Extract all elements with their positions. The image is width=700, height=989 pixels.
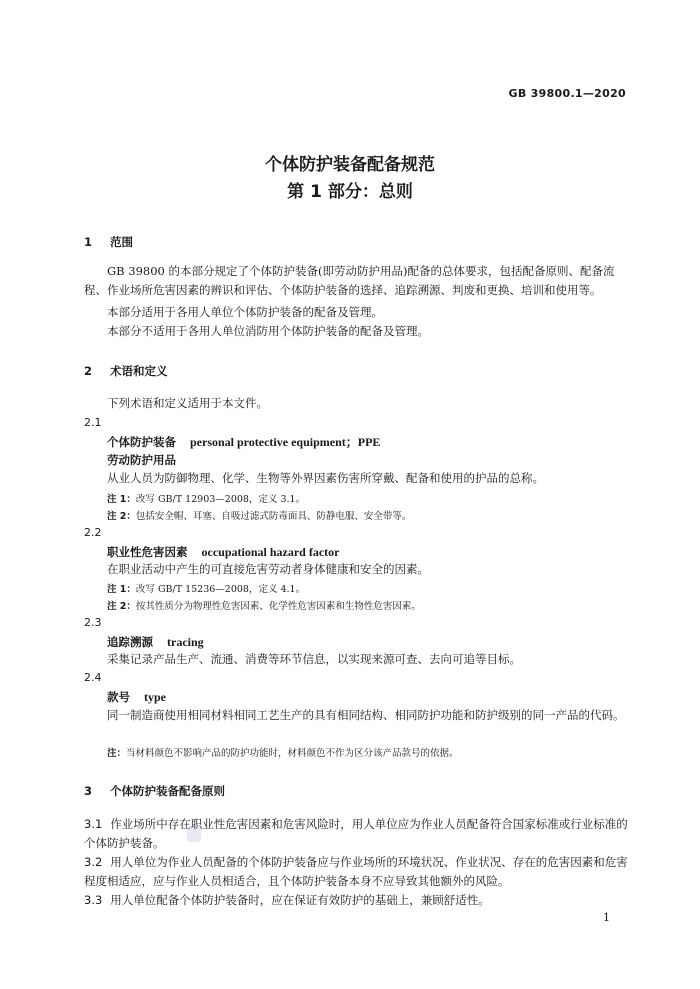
- term-alt-text: 劳动防护用品: [107, 453, 176, 467]
- note-text: 当材料颜色不影响产品的防护功能时，材料颜色不作为区分该产品款号的依据。: [126, 748, 459, 759]
- term-definition: 从业人员为防御物理、化学、生物等外界因素伤害所穿戴、配备和使用的护品的总称。: [107, 471, 544, 485]
- clause-number: 3.1: [84, 817, 103, 831]
- term-en: type: [144, 690, 166, 704]
- term-definition: 采集记录产品生产、流通、消费等环节信息，以实现来源可查、去向可追等目标。: [107, 652, 521, 666]
- term-note: [107, 491, 305, 505]
- standard-number: GB 39800.1—2020: [508, 87, 626, 100]
- term-definition: 同一制造商使用相同材料相同工艺生产的具有相同结构、相同防护功能和防护级别的同一产品的代码。: [107, 708, 625, 722]
- clause-text: 用人单位配备个体防护装备时，应在保证有效防护的基础上，兼顾舒适性。: [110, 893, 490, 907]
- document-title: 个体防护装备配备规范: [265, 155, 435, 175]
- term-definition: 在职业活动中产生的可直接危害劳动者身体健康和安全的因素。: [107, 562, 429, 576]
- term-note: [107, 581, 305, 595]
- term-cn: 款号: [107, 690, 130, 704]
- term-number: 2.3: [84, 616, 102, 629]
- term-cn: 职业性危害因素: [107, 545, 188, 559]
- clause-text: 作业场所中存在职业性危害因素和危害风险时，用人单位应为作业人员配备符合国家标准或行业标准的个体防护装备。: [84, 817, 628, 850]
- clause-3-3: [84, 891, 628, 910]
- clause-3-2: [84, 853, 628, 891]
- note-text: 改写 GB/T 15236—2008，定义 4.1。: [135, 584, 306, 595]
- section-title: 范围: [110, 235, 134, 249]
- clause-number: 3.2: [84, 855, 103, 869]
- term-number: 2.4: [84, 671, 102, 684]
- term-heading: [107, 544, 339, 560]
- section-number: 3: [84, 784, 93, 798]
- section-number: 1: [84, 235, 93, 249]
- terms-intro: 下列术语和定义适用于本文件。: [107, 396, 268, 410]
- document-subtitle: 第 1 部分：总则: [287, 182, 413, 202]
- note-label: 注：: [107, 748, 127, 759]
- note-label: 注 1：: [107, 584, 136, 595]
- section-title: 术语和定义: [110, 364, 168, 378]
- term-cn: 个体防护装备: [107, 435, 176, 449]
- section-1-heading: [84, 234, 133, 250]
- section-title: 个体防护装备配备原则: [110, 784, 226, 798]
- term-heading: [107, 689, 166, 705]
- note-label: 注 1：: [107, 494, 136, 505]
- term-number: 2.2: [84, 526, 102, 539]
- term-cn: 追踪溯源: [107, 635, 153, 649]
- term-en: occupational hazard factor: [201, 545, 340, 559]
- note-text: 按其性质分为物理性危害因素、化学性危害因素和生物性危害因素。: [135, 601, 421, 612]
- term-note: [107, 508, 411, 522]
- scope-paragraph-2: 本部分适用于各用人单位个体防护装备的配备及管理。: [107, 305, 383, 319]
- term-en: personal protective equipment；PPE: [190, 435, 381, 449]
- term-note: [107, 598, 421, 612]
- section-3-heading: [84, 783, 225, 799]
- note-text: 包括安全帽、耳塞、自吸过滤式防毒面具、防静电服、安全带等。: [135, 511, 412, 522]
- scope-paragraph-3: 本部分不适用于各用人单位消防用个体防护装备的配备及管理。: [107, 324, 429, 338]
- note-label: 注 2：: [107, 511, 136, 522]
- term-heading: [107, 634, 204, 650]
- term-en: tracing: [167, 635, 204, 649]
- section-number: 2: [84, 364, 93, 378]
- section-2-heading: [84, 363, 168, 379]
- clause-3-1: [84, 815, 628, 853]
- term-alt: [107, 452, 176, 468]
- clause-text: 用人单位为作业人员配备的个体防护装备应与作业场所的环境状况、作业状况、存在的危害因素和危害程度相适应，应与作业人员相适合，且个体防护装备本身不应导致其他额外的风险。: [84, 855, 628, 888]
- clause-number: 3.3: [84, 893, 103, 907]
- note-label: 注 2：: [107, 601, 136, 612]
- scope-paragraph-1: GB 39800 的本部分规定了个体防护装备(即劳动防护用品)配备的总体要求，包括配备原则、配备流程、作业场所危害因素的辨识和评估、个体防护装备的选择、追踪溯源、判废和更换、培训和使用等。: [84, 264, 615, 297]
- term-heading: [107, 433, 380, 450]
- term-number: 2.1: [84, 416, 102, 429]
- note-text: 改写 GB/T 12903—2008，定义 3.1。: [135, 494, 306, 505]
- page-number: 1: [603, 911, 610, 924]
- term-note: [107, 745, 459, 759]
- watermark-stamp: [187, 826, 201, 842]
